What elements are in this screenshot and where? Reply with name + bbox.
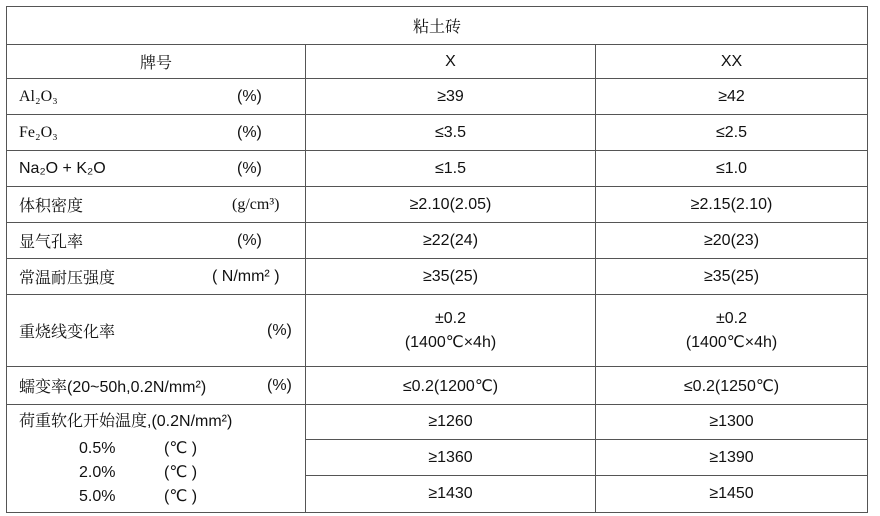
value-x (306, 295, 596, 367)
property-cell (7, 151, 306, 187)
value-x: ≥1260 (306, 405, 596, 440)
property-unit: (%) (267, 321, 292, 339)
refractoriness-cell (7, 405, 306, 513)
value-xx-line1: ±0.2 (716, 309, 748, 327)
value-x: ≥22(24) (306, 223, 596, 259)
table-title: 粘土砖 (7, 7, 868, 45)
property-unit: (%) (237, 87, 262, 105)
property-name: 常温耐压强度 (19, 270, 116, 287)
value-xx: ≤0.2(1250℃) (596, 367, 868, 405)
header-x: X (306, 45, 596, 79)
deformation-unit: (℃ ) (164, 440, 198, 457)
property-name: 重烧线变化率 (19, 324, 116, 341)
table-row (7, 151, 868, 187)
property-name: Na₂O + K₂O (19, 159, 106, 177)
property-unit: (g/cm³) (232, 195, 280, 213)
table-row (7, 259, 868, 295)
header-brand: 牌号 (7, 45, 306, 79)
value-xx (596, 295, 868, 367)
property-unit: (%) (267, 376, 292, 394)
property-name: 显气孔率 (19, 234, 84, 251)
deformation-percent: 2.0% (79, 464, 116, 481)
value-x: ≥39 (306, 79, 596, 115)
table-row (7, 115, 868, 151)
table-row (7, 187, 868, 223)
value-x-line2: (1400℃×4h) (404, 333, 497, 351)
list-item (19, 461, 305, 485)
value-x: ≥2.10(2.05) (306, 187, 596, 223)
deformation-percent: 5.0% (79, 488, 116, 505)
table-row (7, 79, 868, 115)
header-row (7, 45, 868, 79)
list-item (19, 485, 305, 509)
deformation-unit: (℃ ) (164, 464, 198, 481)
value-x: ≥1430 (306, 476, 596, 513)
property-name: Fe₂O₃ (19, 123, 58, 141)
property-name: 体积密度 (19, 198, 84, 215)
value-x: ≤1.5 (306, 151, 596, 187)
title-row (7, 7, 868, 45)
header-xx: XX (596, 45, 868, 79)
property-name: Al₂O₃ (19, 87, 58, 105)
deformation-unit: (℃ ) (164, 488, 198, 505)
value-x-line1: ±0.2 (434, 309, 467, 327)
value-xx: ≥1390 (596, 440, 868, 476)
value-x: ≥1360 (306, 440, 596, 476)
value-xx: ≥2.15(2.10) (596, 187, 868, 223)
value-xx: ≥20(23) (596, 223, 868, 259)
property-cell (7, 115, 306, 151)
table-row (7, 405, 868, 440)
value-xx-line2: (1400℃×4h) (685, 333, 778, 351)
value-xx: ≤2.5 (596, 115, 868, 151)
clay-brick-spec-table (6, 6, 868, 513)
property-cell (7, 187, 306, 223)
property-name: 蠕变率(20~50h,0.2N/mm²) (19, 379, 207, 396)
property-unit: (%) (237, 231, 262, 249)
value-xx: ≤1.0 (596, 151, 868, 187)
property-cell (7, 295, 306, 367)
property-cell (7, 259, 306, 295)
value-xx: ≥42 (596, 79, 868, 115)
table-row (7, 223, 868, 259)
list-item (19, 437, 305, 461)
value-xx: ≥1450 (596, 476, 868, 513)
table-row (7, 295, 868, 367)
property-unit: ( N/mm² ) (212, 267, 280, 285)
property-cell (7, 79, 306, 115)
property-cell (7, 223, 306, 259)
deformation-percent: 0.5% (79, 440, 116, 457)
table-row (7, 367, 868, 405)
property-unit: (%) (237, 159, 262, 177)
value-xx: ≥35(25) (596, 259, 868, 295)
refractoriness-title: 荷重软化开始温度,(0.2N/mm²) (19, 413, 233, 430)
property-cell (7, 367, 306, 405)
value-x: ≤0.2(1200℃) (306, 367, 596, 405)
value-x: ≥35(25) (306, 259, 596, 295)
value-xx: ≥1300 (596, 405, 868, 440)
value-x: ≤3.5 (306, 115, 596, 151)
property-unit: (%) (237, 123, 262, 141)
